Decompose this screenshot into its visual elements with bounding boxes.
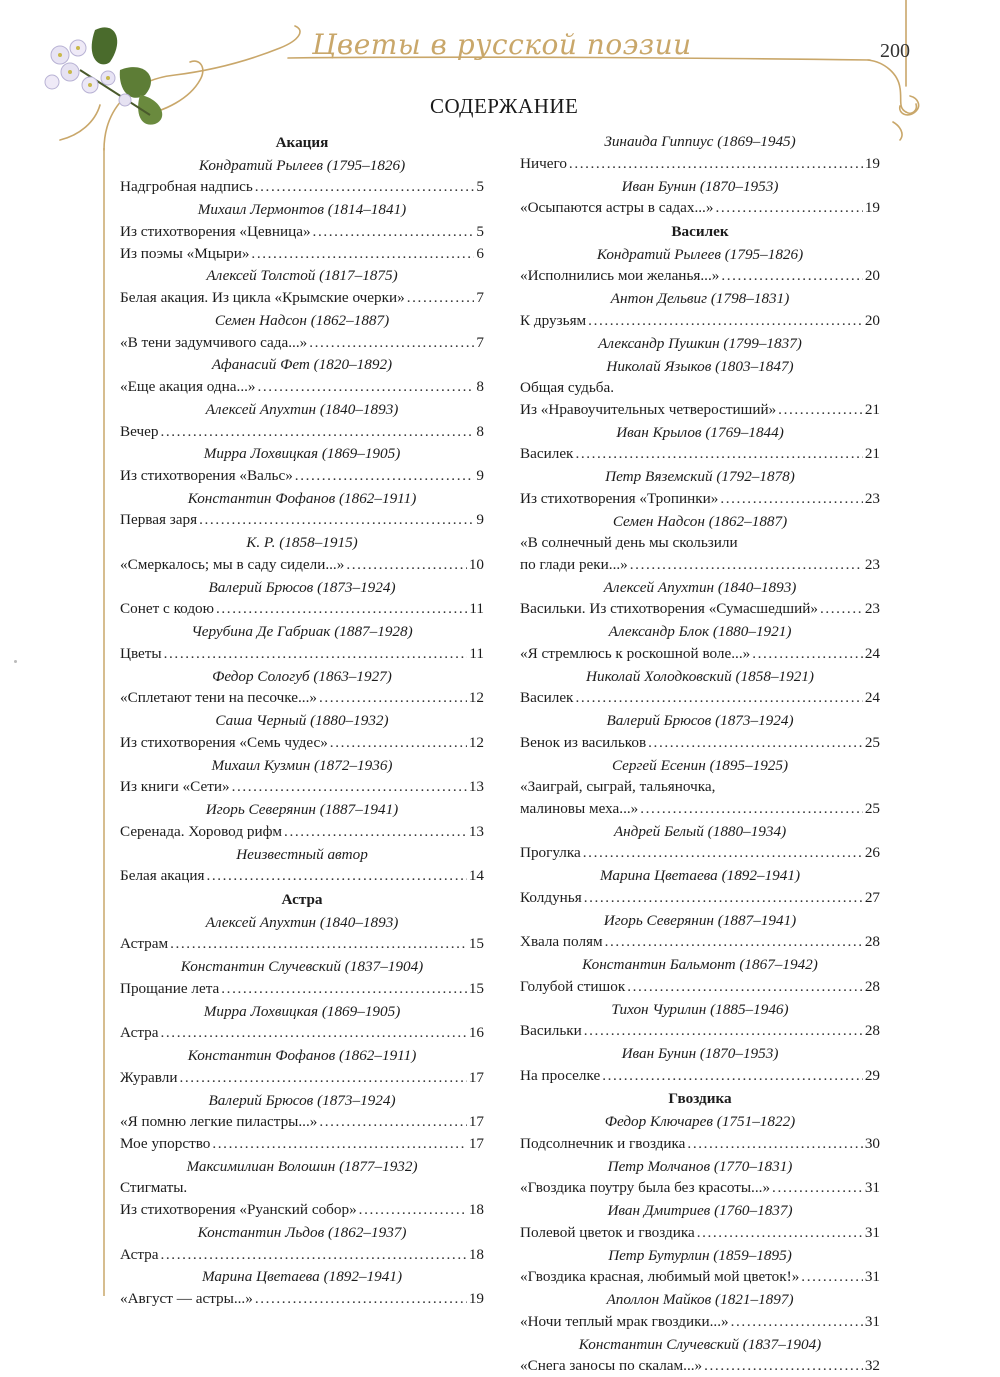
author-name: Валерий Брюсов (1873–1924) bbox=[208, 1091, 396, 1109]
entry-page-number: 17 bbox=[468, 1134, 484, 1152]
entry-page-number: 20 bbox=[864, 311, 880, 329]
dot-leader bbox=[309, 332, 474, 354]
entry-title: «Исполнились мои желанья...» bbox=[520, 267, 720, 285]
author-name: Николай Языков (1803–1847) bbox=[606, 357, 794, 375]
author-name: Мирра Лохвицкая (1869–1905) bbox=[203, 445, 401, 463]
dot-leader bbox=[605, 931, 863, 953]
toc-entry[interactable] bbox=[120, 1111, 484, 1133]
author-name: Семен Надсон (1862–1887) bbox=[612, 512, 788, 530]
toc-entry[interactable] bbox=[520, 842, 880, 864]
toc-entry[interactable] bbox=[120, 243, 484, 265]
dot-leader bbox=[359, 1199, 467, 1221]
entry-page-number: 8 bbox=[476, 422, 484, 440]
entry-title: Из книги «Сети» bbox=[120, 778, 230, 796]
author-name: Саша Черный (1880–1932) bbox=[215, 712, 389, 730]
toc-entry[interactable] bbox=[120, 376, 484, 398]
entry-page-number: 31 bbox=[864, 1223, 880, 1241]
entry-title: «Я стремлюсь к роскошной воле...» bbox=[520, 644, 751, 662]
author-name: Николай Холодковский (1858–1921) bbox=[586, 667, 814, 685]
entry-page-number: 31 bbox=[864, 1268, 880, 1286]
dot-leader bbox=[778, 399, 863, 421]
author-name: Петр Бутурлин (1859–1895) bbox=[608, 1246, 792, 1264]
toc-entry[interactable] bbox=[120, 465, 484, 487]
author-name: Черубина Де Габриак (1887–1928) bbox=[191, 623, 413, 641]
toc-entry[interactable] bbox=[120, 1288, 484, 1310]
toc-entry[interactable] bbox=[120, 865, 484, 887]
author-name: Максимилиан Волошин (1877–1932) bbox=[186, 1157, 418, 1175]
entry-page-number: 19 bbox=[864, 199, 880, 217]
dot-leader bbox=[232, 776, 467, 798]
dot-leader bbox=[206, 865, 466, 887]
entry-page-number: 14 bbox=[468, 867, 484, 885]
entry-title-line: «В солнечный день мы скользили bbox=[520, 534, 738, 552]
toc-left-column bbox=[120, 130, 484, 1310]
entry-title: «Сплетают тени на песочке...» bbox=[120, 689, 317, 707]
author-name: Константин Бальмонт (1867–1942) bbox=[582, 956, 818, 974]
dot-leader bbox=[160, 421, 474, 443]
dot-leader bbox=[251, 243, 474, 265]
entry-title-line: «Заиграй, сыграй, тальяночка, bbox=[520, 778, 716, 796]
entry-title: Васильки. Из стихотворения «Сумасшедший» bbox=[520, 600, 818, 618]
toc-entry[interactable] bbox=[120, 687, 484, 709]
toc-entry[interactable] bbox=[520, 1020, 880, 1042]
entry-page-number: 19 bbox=[468, 1290, 484, 1307]
entry-title: Астрам bbox=[120, 935, 169, 953]
entry-page-number: 11 bbox=[469, 644, 484, 662]
toc-entry[interactable] bbox=[520, 598, 880, 620]
entry-title: «Август — астры...» bbox=[120, 1290, 253, 1307]
entry-page-number: 12 bbox=[468, 689, 484, 707]
author-name: Тихон Чурилин (1885–1946) bbox=[611, 1000, 789, 1018]
dot-leader bbox=[212, 1133, 466, 1155]
entry-title: Из стихотворения «Семь чудес» bbox=[120, 733, 328, 751]
toc-entry[interactable] bbox=[120, 221, 484, 243]
dot-leader bbox=[216, 598, 467, 620]
dot-leader bbox=[731, 1311, 863, 1333]
toc-entry[interactable] bbox=[120, 176, 484, 198]
entry-page-number: 5 bbox=[476, 222, 484, 240]
entry-title: Полевой цветок и гвоздика bbox=[520, 1223, 695, 1241]
entry-title: Белая акация bbox=[120, 867, 205, 885]
toc-entry[interactable] bbox=[520, 1355, 880, 1377]
entry-title: Хвала полям bbox=[520, 933, 603, 951]
toc-entry[interactable] bbox=[520, 310, 880, 332]
toc-entry[interactable] bbox=[520, 399, 880, 421]
entry-page-number: 18 bbox=[468, 1245, 484, 1263]
dot-leader bbox=[588, 310, 863, 332]
dot-leader bbox=[720, 488, 863, 510]
author-name: Мирра Лохвицкая (1869–1905) bbox=[203, 1002, 401, 1020]
toc-entry[interactable] bbox=[120, 509, 484, 531]
dot-leader bbox=[319, 1111, 466, 1133]
toc-entry[interactable] bbox=[120, 1199, 484, 1221]
entry-page-number: 18 bbox=[468, 1201, 484, 1219]
entry-page-number: 28 bbox=[864, 977, 880, 995]
dot-leader bbox=[407, 287, 475, 309]
dot-leader bbox=[772, 1177, 863, 1199]
dot-leader bbox=[164, 643, 468, 665]
entry-title: Астра bbox=[120, 1245, 159, 1263]
author-name: Валерий Брюсов (1873–1924) bbox=[208, 578, 396, 596]
dot-leader bbox=[584, 1020, 863, 1042]
toc-entry[interactable] bbox=[120, 1022, 484, 1044]
author-name: Валерий Брюсов (1873–1924) bbox=[606, 712, 794, 730]
entry-page-number: 26 bbox=[864, 844, 880, 862]
entry-page-number: 24 bbox=[864, 689, 880, 707]
page-speck bbox=[14, 660, 17, 663]
entry-page-number: 31 bbox=[864, 1312, 880, 1330]
entry-page-number: 9 bbox=[476, 511, 484, 529]
entry-page-number: 7 bbox=[476, 333, 484, 351]
section-heading: Астра bbox=[281, 890, 323, 908]
entry-title: Подсолнечник и гвоздика bbox=[520, 1134, 686, 1152]
author-name: Иван Бунин (1870–1953) bbox=[621, 1045, 779, 1063]
toc-entry[interactable] bbox=[120, 978, 484, 1000]
author-name: К. Р. (1858–1915) bbox=[246, 534, 358, 552]
dot-leader bbox=[697, 1222, 863, 1244]
entry-title: Василек bbox=[520, 689, 574, 707]
author-name: Петр Молчанов (1770–1831) bbox=[607, 1157, 793, 1175]
entry-title: Белая акация. Из цикла «Крымские очерки» bbox=[120, 289, 405, 307]
toc-entry[interactable] bbox=[120, 1133, 484, 1155]
author-name: Константин Случевский (1837–1904) bbox=[578, 1335, 822, 1353]
dot-leader bbox=[221, 978, 467, 1000]
author-name: Алексей Толстой (1817–1875) bbox=[206, 267, 398, 285]
toc-entry[interactable] bbox=[520, 1222, 880, 1244]
entry-page-number: 25 bbox=[864, 733, 880, 751]
dot-leader bbox=[584, 887, 863, 909]
author-name: Федор Ключарев (1751–1822) bbox=[604, 1113, 796, 1131]
toc-heading: СОДЕРЖАНИЕ bbox=[430, 94, 579, 118]
entry-title: Колдунья bbox=[520, 888, 582, 906]
dot-leader bbox=[346, 554, 466, 576]
toc-entry[interactable] bbox=[520, 153, 880, 175]
entry-title: «Гвоздика поутру была без красоты...» bbox=[520, 1179, 771, 1197]
dot-leader bbox=[627, 976, 863, 998]
author-name: Марина Цветаева (1892–1941) bbox=[201, 1268, 403, 1286]
dot-leader bbox=[752, 643, 863, 665]
author-name: Константин Фофанов (1862–1911) bbox=[187, 1047, 417, 1065]
entry-title: «Осыпаются астры в садах...» bbox=[520, 199, 714, 217]
toc-entry[interactable] bbox=[520, 931, 880, 953]
author-name: Игорь Северянин (1887–1941) bbox=[603, 911, 797, 929]
dot-leader bbox=[199, 509, 474, 531]
entry-title: Ничего bbox=[520, 154, 567, 172]
entry-page-number: 28 bbox=[864, 1022, 880, 1040]
dot-leader bbox=[170, 933, 467, 955]
author-name: Кондратий Рылеев (1795–1826) bbox=[198, 156, 406, 174]
dot-leader bbox=[255, 1288, 467, 1310]
entry-title: К друзьям bbox=[520, 311, 587, 329]
entry-page-number: 16 bbox=[468, 1024, 484, 1042]
author-name: Алексей Апухтин (1840–1893) bbox=[205, 913, 399, 931]
entry-title: «Смеркалось; мы в саду сидели...» bbox=[120, 555, 345, 573]
entry-page-number: 13 bbox=[468, 778, 484, 796]
entry-page-number: 15 bbox=[468, 979, 484, 997]
entry-page-number: 21 bbox=[864, 400, 880, 418]
toc-entry[interactable] bbox=[120, 287, 484, 309]
entry-title: «В тени задумчивого сада...» bbox=[120, 333, 308, 351]
entry-page-number: 31 bbox=[864, 1179, 880, 1197]
author-name: Антон Дельвиг (1798–1831) bbox=[610, 290, 790, 308]
entry-page-number: 10 bbox=[468, 555, 484, 573]
toc-entry[interactable] bbox=[120, 554, 484, 576]
toc-entry[interactable] bbox=[520, 197, 880, 219]
toc-entry[interactable] bbox=[120, 1244, 484, 1266]
toc-entry[interactable] bbox=[520, 265, 880, 287]
toc-entry[interactable] bbox=[120, 776, 484, 798]
entry-page-number: 21 bbox=[864, 445, 880, 463]
dot-leader bbox=[319, 687, 467, 709]
dot-leader bbox=[258, 376, 475, 398]
entry-title-line: Общая судьба. bbox=[520, 379, 615, 397]
entry-page-number: 25 bbox=[864, 799, 880, 817]
entry-title: Из стихотворения «Вальс» bbox=[120, 466, 293, 484]
entry-title: по глади реки...» bbox=[520, 555, 628, 573]
dot-leader bbox=[721, 265, 862, 287]
toc-entry[interactable] bbox=[520, 443, 880, 465]
author-name: Иван Дмитриев (1760–1837) bbox=[607, 1202, 793, 1220]
toc-entry[interactable] bbox=[120, 1067, 484, 1089]
author-name: Петр Вяземский (1792–1878) bbox=[605, 468, 795, 486]
page-number: 200 bbox=[880, 40, 910, 62]
toc-entry[interactable] bbox=[520, 1133, 880, 1155]
entry-title: Надгробная надпись bbox=[120, 178, 253, 196]
section-heading: Василек bbox=[671, 222, 729, 240]
entry-page-number: 24 bbox=[864, 644, 880, 662]
entry-title: Из стихотворения «Тропинки» bbox=[520, 489, 719, 507]
entry-page-number: 23 bbox=[864, 600, 880, 618]
entry-title: Первая заря bbox=[120, 511, 198, 529]
author-name: Михаил Кузмин (1872–1936) bbox=[211, 756, 393, 774]
running-title: Цветы в русской поэзии bbox=[312, 28, 692, 61]
entry-page-number: 7 bbox=[476, 289, 484, 307]
author-name: Константин Льдов (1862–1937) bbox=[197, 1223, 407, 1241]
entry-title-line: Стигматы. bbox=[120, 1179, 188, 1197]
toc-entry[interactable] bbox=[520, 1065, 880, 1087]
flower-sprig-icon bbox=[45, 27, 162, 124]
dot-leader bbox=[330, 732, 467, 754]
entry-page-number: 17 bbox=[468, 1068, 484, 1086]
entry-title: Прогулка bbox=[520, 844, 581, 862]
entry-title: «Снега заносы по скалам...» bbox=[520, 1357, 703, 1375]
toc-entry[interactable] bbox=[520, 732, 880, 754]
entry-title: Сонет с кодою bbox=[120, 600, 214, 618]
entry-title: «Я помню легкие пиластры...» bbox=[120, 1113, 318, 1131]
toc-entry[interactable] bbox=[120, 821, 484, 843]
author-name: Иван Крылов (1769–1844) bbox=[616, 423, 784, 441]
entry-title: Из поэмы «Мцыри» bbox=[120, 244, 250, 262]
toc-entry[interactable] bbox=[120, 332, 484, 354]
entry-page-number: 8 bbox=[476, 378, 484, 396]
author-name: Аполлон Майков (1821–1897) bbox=[606, 1291, 794, 1309]
author-name: Андрей Белый (1880–1934) bbox=[613, 822, 787, 840]
toc-entry[interactable] bbox=[520, 488, 880, 510]
toc-entry[interactable] bbox=[520, 554, 880, 576]
dot-leader bbox=[284, 821, 467, 843]
entry-page-number: 20 bbox=[864, 267, 880, 285]
author-name: Алексей Апухтин (1840–1893) bbox=[205, 400, 399, 418]
entry-page-number: 28 bbox=[864, 933, 880, 951]
toc-entry[interactable] bbox=[520, 1266, 880, 1288]
toc-entry[interactable] bbox=[120, 598, 484, 620]
entry-title: Прощание лета bbox=[120, 979, 220, 997]
author-name: Константин Фофанов (1862–1911) bbox=[187, 489, 417, 507]
gold-flourish-icon bbox=[60, 0, 919, 150]
dot-leader bbox=[801, 1266, 863, 1288]
entry-page-number: 32 bbox=[864, 1357, 880, 1375]
entry-page-number: 11 bbox=[469, 600, 484, 618]
author-name: Александр Блок (1880–1921) bbox=[608, 623, 792, 641]
entry-page-number: 15 bbox=[468, 935, 484, 953]
entry-title: Цветы bbox=[120, 644, 162, 662]
entry-page-number: 27 bbox=[864, 888, 880, 906]
entry-title: «Гвоздика красная, любимый мой цветок!» bbox=[520, 1268, 800, 1286]
author-name: Неизвестный автор bbox=[236, 845, 368, 863]
dot-leader bbox=[687, 1133, 862, 1155]
entry-title: Журавли bbox=[120, 1068, 178, 1086]
toc-entry[interactable] bbox=[520, 798, 880, 820]
author-name: Алексей Апухтин (1840–1893) bbox=[603, 578, 797, 596]
entry-title: малиновы меха...» bbox=[520, 799, 639, 817]
toc-entry[interactable] bbox=[520, 687, 880, 709]
toc-entry[interactable] bbox=[120, 643, 484, 665]
toc-entry[interactable] bbox=[520, 643, 880, 665]
entry-title: «Ночи теплый мрак гвоздики...» bbox=[520, 1312, 729, 1330]
toc-entry[interactable] bbox=[120, 421, 484, 443]
dot-leader bbox=[602, 1065, 863, 1087]
toc-entry[interactable] bbox=[520, 1311, 880, 1333]
author-name: Александр Пушкин (1799–1837) bbox=[598, 334, 802, 352]
entry-page-number: 6 bbox=[476, 244, 484, 262]
entry-page-number: 29 bbox=[864, 1066, 880, 1084]
entry-page-number: 13 bbox=[468, 822, 484, 840]
author-name: Михаил Лермонтов (1814–1841) bbox=[197, 201, 407, 219]
entry-page-number: 12 bbox=[468, 733, 484, 751]
dot-leader bbox=[630, 554, 863, 576]
dot-leader bbox=[648, 732, 863, 754]
dot-leader bbox=[313, 221, 475, 243]
entry-title: Васильки bbox=[520, 1022, 582, 1040]
toc-entry[interactable] bbox=[120, 732, 484, 754]
entry-title: Из стихотворения «Руанский собор» bbox=[120, 1201, 357, 1219]
entry-title: Василек bbox=[520, 445, 574, 463]
entry-title: «Еще акация одна...» bbox=[120, 378, 256, 396]
dot-leader bbox=[640, 798, 863, 820]
dot-leader bbox=[715, 197, 862, 219]
entry-title: Астра bbox=[120, 1024, 159, 1042]
section-heading: Акация bbox=[275, 134, 329, 151]
entry-title: Из «Нравоучительных четверостиший» bbox=[520, 400, 777, 418]
author-name: Зинаида Гиппиус (1869–1945) bbox=[604, 133, 796, 151]
dot-leader bbox=[255, 176, 475, 198]
dot-leader bbox=[575, 687, 862, 709]
dot-leader bbox=[704, 1355, 863, 1377]
dot-leader bbox=[575, 443, 862, 465]
entry-page-number: 9 bbox=[476, 466, 484, 484]
author-name: Сергей Есенин (1895–1925) bbox=[611, 756, 789, 774]
author-name: Игорь Северянин (1887–1941) bbox=[205, 801, 399, 819]
entry-page-number: 5 bbox=[476, 178, 484, 196]
entry-page-number: 19 bbox=[864, 154, 880, 172]
dot-leader bbox=[161, 1244, 467, 1266]
author-name: Федор Сологуб (1863–1927) bbox=[212, 667, 392, 685]
dot-leader bbox=[179, 1067, 466, 1089]
dot-leader bbox=[295, 465, 475, 487]
entry-title: Из стихотворения «Цевница» bbox=[120, 222, 311, 240]
author-name: Константин Случевский (1837–1904) bbox=[180, 958, 424, 976]
toc-entry[interactable] bbox=[520, 887, 880, 909]
author-name: Афанасий Фет (1820–1892) bbox=[211, 356, 393, 374]
entry-title: Серенада. Хоровод рифм bbox=[120, 822, 283, 840]
entry-title: Венок из васильков bbox=[520, 733, 647, 751]
toc-right-column bbox=[520, 130, 880, 1377]
author-name: Кондратий Рылеев (1795–1826) bbox=[596, 245, 804, 263]
author-name: Марина Цветаева (1892–1941) bbox=[599, 867, 801, 885]
toc-entry[interactable] bbox=[520, 976, 880, 998]
toc-entry[interactable] bbox=[520, 1177, 880, 1199]
dot-leader bbox=[161, 1022, 467, 1044]
author-name: Семен Надсон (1862–1887) bbox=[214, 311, 390, 329]
entry-title: Вечер bbox=[120, 422, 159, 440]
entry-title: Голубой стишок bbox=[520, 977, 626, 995]
entry-page-number: 23 bbox=[864, 489, 880, 507]
dot-leader bbox=[583, 842, 863, 864]
entry-page-number: 23 bbox=[864, 555, 880, 573]
entry-page-number: 17 bbox=[468, 1113, 484, 1131]
section-heading: Гвоздика bbox=[668, 1090, 732, 1108]
entry-title: Мое упорство bbox=[120, 1134, 211, 1152]
dot-leader bbox=[569, 153, 863, 175]
toc-entry[interactable] bbox=[120, 933, 484, 955]
entry-title: На проселке bbox=[520, 1066, 601, 1084]
dot-leader bbox=[820, 598, 863, 620]
author-name: Иван Бунин (1870–1953) bbox=[621, 177, 779, 195]
entry-page-number: 30 bbox=[864, 1134, 880, 1152]
